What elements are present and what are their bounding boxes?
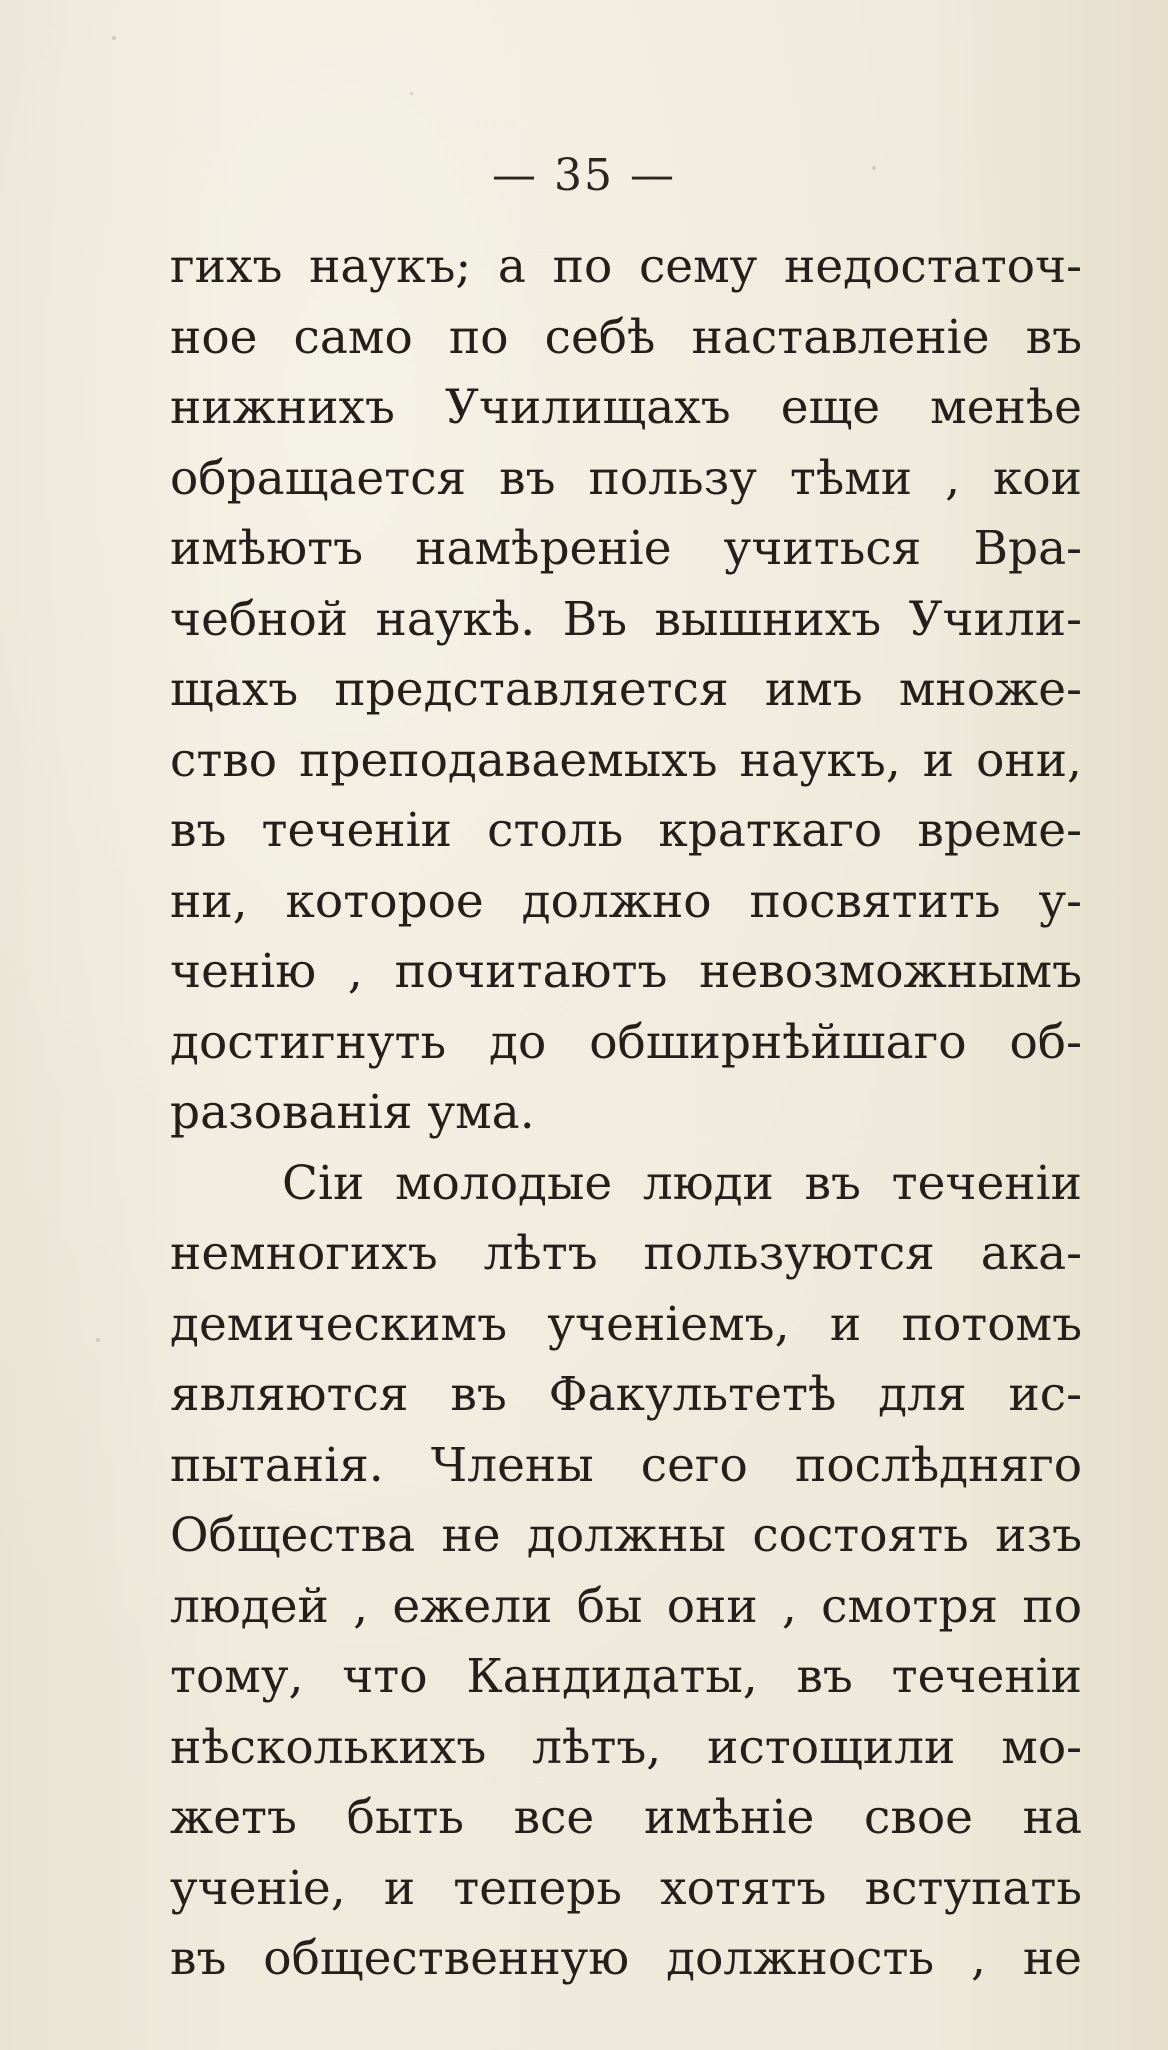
text-line: нижнихъ Училищахъ еще менѣе: [170, 380, 1082, 435]
text-line: имѣютъ намѣреніе учиться Вра-: [170, 521, 1082, 576]
text-line: ученіе, и теперь хотятъ вступать: [170, 1860, 1082, 1916]
text-line: ченію , почитаютъ невозможнымъ: [170, 944, 1082, 999]
text-line: немногихъ лѣтъ пользуются ака-: [170, 1226, 1082, 1281]
paper-speck: [410, 92, 413, 95]
text-line: въ общественную должность , не: [170, 1931, 1082, 1986]
text-line: достигнуть до обширнѣйшаго об-: [170, 1014, 1082, 1070]
text-line: въ теченіи столь краткаго време-: [170, 803, 1082, 858]
text-line: тому, что Кандидаты, въ теченіи: [170, 1649, 1082, 1704]
text-line: являются въ Факультетѣ для ис-: [170, 1367, 1082, 1422]
text-line: нѣсколькихъ лѣтъ, истощили мо-: [170, 1719, 1082, 1775]
paragraph-first-line: Сіи молодые люди въ теченіи: [282, 1155, 1082, 1211]
text-line: ство преподаваемыхъ наукъ, и они,: [170, 732, 1082, 788]
text-line: ное само по себѣ наставленіе въ: [170, 309, 1082, 365]
text-line: людей , ежели бы они , смотря по: [170, 1578, 1082, 1634]
text-line: демическимъ ученіемъ, и потомъ: [170, 1296, 1082, 1352]
text-line: обращается въ пользу тѣми , кои: [170, 450, 1082, 506]
paper-speck: [96, 1338, 100, 1342]
text-line: чебной наукѣ. Въ вышнихъ Учили-: [170, 591, 1082, 647]
body-text: [170, 232, 1082, 1995]
text-line: Общества не должны состоять изъ: [170, 1508, 1082, 1563]
text-line: пытанія. Члены сего послѣдняго: [170, 1437, 1082, 1493]
text-line: щахъ представляется имъ множе-: [170, 662, 1082, 717]
paragraph-end-line: разованія ума.: [170, 1085, 535, 1140]
text-line: ни, которое должно посвятить у-: [170, 873, 1082, 929]
page-number: — 35 —: [492, 150, 676, 201]
paper-speck: [112, 36, 116, 40]
text-line: жетъ быть все имѣніе свое на: [170, 1790, 1082, 1845]
text-line: гихъ наукъ; а по сему недостаточ-: [170, 239, 1082, 294]
